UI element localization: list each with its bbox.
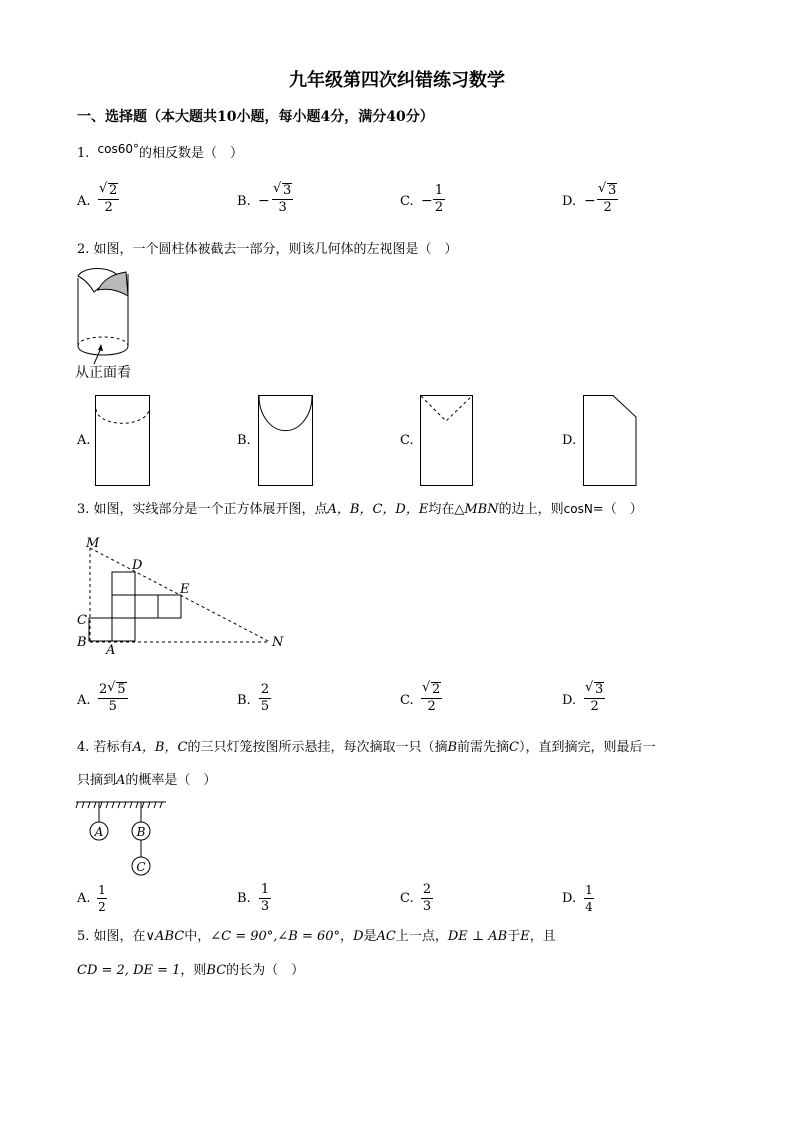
question-text: ，且 bbox=[529, 929, 556, 944]
question-5-line-2 bbox=[77, 962, 304, 980]
question-text: 是 bbox=[363, 929, 377, 944]
option-c-view bbox=[420, 395, 476, 487]
question-text: 的三只灯笼按图所示悬挂，每次摘取一只（摘 bbox=[187, 740, 448, 755]
angle-conditions: ∠C = 90°,∠B = 60° bbox=[210, 929, 341, 944]
coefficient: 2 bbox=[99, 682, 108, 697]
lantern-b-label: B bbox=[136, 825, 146, 839]
denominator: 5 bbox=[260, 699, 270, 714]
point-label: D bbox=[353, 929, 364, 944]
denominator: 2 bbox=[597, 199, 618, 216]
radicand: 5 bbox=[117, 682, 126, 697]
question-text: 均在△ bbox=[428, 502, 465, 517]
radicand: 3 bbox=[283, 183, 292, 198]
question-text: ），直到摘完，则最后一 bbox=[518, 740, 656, 755]
option-letter[interactable]: D. bbox=[562, 194, 577, 209]
question-5-line-1 bbox=[77, 928, 556, 946]
denominator: 3 bbox=[260, 899, 270, 914]
perpendicular-condition: DE ⊥ AB bbox=[447, 929, 508, 944]
denominator: 2 bbox=[421, 698, 442, 715]
question-4-line-2 bbox=[77, 772, 216, 790]
minus-sign: − bbox=[584, 193, 596, 209]
option-letter[interactable]: B. bbox=[237, 693, 251, 708]
fraction: 2 √ 5 5 bbox=[99, 680, 126, 714]
lantern-c-label: C bbox=[136, 860, 146, 874]
label-E: E bbox=[180, 582, 190, 597]
label-D: D bbox=[132, 558, 143, 573]
option-d-view bbox=[583, 395, 639, 487]
numerator: 1 bbox=[260, 882, 270, 897]
numerator: 2 bbox=[260, 682, 270, 697]
option-letter[interactable]: B. bbox=[237, 891, 251, 906]
option-b-view bbox=[258, 395, 314, 487]
question-text: 4. 若标有 bbox=[77, 740, 133, 755]
lantern-label: B bbox=[447, 740, 458, 755]
fraction bbox=[584, 882, 594, 915]
option-letter[interactable]: A. bbox=[77, 693, 91, 708]
option-letter[interactable]: C. bbox=[400, 194, 414, 209]
numerator: 1 bbox=[98, 883, 106, 897]
numerator: 1 bbox=[585, 883, 593, 897]
question-text: 前需先摘 bbox=[457, 740, 510, 755]
denominator: 2 bbox=[98, 900, 106, 914]
fraction bbox=[97, 882, 107, 915]
cos-expression: cos60° bbox=[97, 142, 140, 156]
radicand: 2 bbox=[432, 682, 441, 697]
minus-sign: − bbox=[421, 193, 433, 209]
question-text: 的概率是（ ） bbox=[125, 773, 217, 788]
denominator: 3 bbox=[422, 899, 432, 914]
segment-label: BC bbox=[206, 963, 227, 978]
question-text: 中， bbox=[184, 929, 211, 944]
label-C: C bbox=[77, 613, 87, 628]
triangle-name: MBN bbox=[464, 502, 499, 517]
option-letter[interactable]: D. bbox=[562, 693, 577, 708]
question-text: 于 bbox=[507, 929, 521, 944]
option-letter[interactable]: C. bbox=[400, 891, 414, 906]
option-letter[interactable]: A. bbox=[77, 194, 91, 209]
question-text: 5. 如图，在 bbox=[77, 929, 146, 944]
section-heading: 一、选择题（本大题共10小题，每小题4分，满分40分） bbox=[77, 109, 434, 125]
label-N: N bbox=[272, 635, 284, 650]
point-list: A，B，C bbox=[132, 740, 188, 755]
question-text: 3. 如图，实线部分是一个正方体展开图，点 bbox=[77, 502, 328, 517]
question-text: 的长为（ ） bbox=[226, 963, 305, 978]
question-text: 上一点， bbox=[395, 929, 448, 944]
label-B: B bbox=[77, 635, 87, 650]
denominator: 3 bbox=[272, 199, 293, 216]
option-letter[interactable]: D. bbox=[562, 433, 577, 448]
minus-sign: − bbox=[258, 193, 270, 209]
question-number: 1. bbox=[77, 146, 90, 161]
option-letter[interactable]: B. bbox=[237, 433, 251, 448]
lantern-label: A bbox=[116, 773, 126, 788]
option-letter[interactable]: C. bbox=[400, 433, 414, 448]
lantern-label: C bbox=[509, 740, 519, 755]
option-letter[interactable]: B. bbox=[237, 194, 251, 209]
radicand: 2 bbox=[109, 183, 118, 198]
denominator: 4 bbox=[585, 900, 593, 914]
page-title: 九年级第四次纠错练习数学 bbox=[289, 70, 505, 91]
point-label: E bbox=[520, 929, 530, 944]
option-letter[interactable]: A. bbox=[77, 891, 91, 906]
option-a-view bbox=[95, 395, 151, 487]
lanterns-figure bbox=[74, 798, 174, 878]
question-text: =（ ） bbox=[592, 502, 643, 517]
segment-label: AC bbox=[376, 929, 396, 944]
question-text: ，则 bbox=[180, 963, 207, 978]
denominator: 2 bbox=[434, 200, 444, 215]
question-text: 只摘到 bbox=[77, 773, 117, 788]
option-letter[interactable]: D. bbox=[562, 891, 577, 906]
fraction: √ 2 2 bbox=[422, 680, 441, 714]
question-3 bbox=[77, 500, 643, 519]
length-conditions: CD = 2, DE = 1 bbox=[77, 963, 181, 978]
numerator: 1 bbox=[434, 183, 444, 198]
lantern-a-label: A bbox=[94, 825, 104, 839]
radicand: 3 bbox=[595, 682, 604, 697]
denominator: 5 bbox=[98, 698, 128, 715]
fraction: √ 2 2 bbox=[99, 181, 118, 215]
label-A: A bbox=[106, 643, 116, 658]
fraction: √ 3 2 bbox=[585, 680, 604, 714]
fraction bbox=[259, 882, 271, 915]
fraction bbox=[433, 183, 445, 216]
denominator: 2 bbox=[98, 199, 119, 216]
fraction: √ 3 2 bbox=[598, 181, 617, 215]
question-4-line-1 bbox=[77, 739, 656, 757]
fraction bbox=[259, 682, 271, 715]
cut-cylinder-figure bbox=[70, 268, 140, 368]
point-list: A，B，C，D，E bbox=[327, 502, 429, 517]
option-letter[interactable]: A. bbox=[77, 433, 91, 448]
cos-expression: cosN bbox=[563, 502, 593, 516]
question-2: 2. 如图，一个圆柱体被截去一部分，则该几何体的左视图是（ ） bbox=[77, 242, 458, 257]
triangle-name: ∨ABC bbox=[145, 929, 185, 944]
fraction: √ 3 3 bbox=[273, 181, 292, 215]
question-1 bbox=[77, 144, 243, 163]
denominator: 2 bbox=[584, 698, 605, 715]
question-text: 的相反数是（ ） bbox=[139, 146, 244, 161]
question-text: 的边上，则 bbox=[498, 502, 564, 517]
label-M: M bbox=[86, 536, 100, 551]
fraction bbox=[421, 882, 433, 915]
cube-net-figure bbox=[74, 536, 294, 656]
option-letter[interactable]: C. bbox=[400, 693, 414, 708]
radicand: 3 bbox=[608, 183, 617, 198]
question-text: ， bbox=[340, 929, 354, 944]
figure-caption: 从正面看 bbox=[75, 365, 131, 381]
numerator: 2 bbox=[422, 882, 432, 897]
